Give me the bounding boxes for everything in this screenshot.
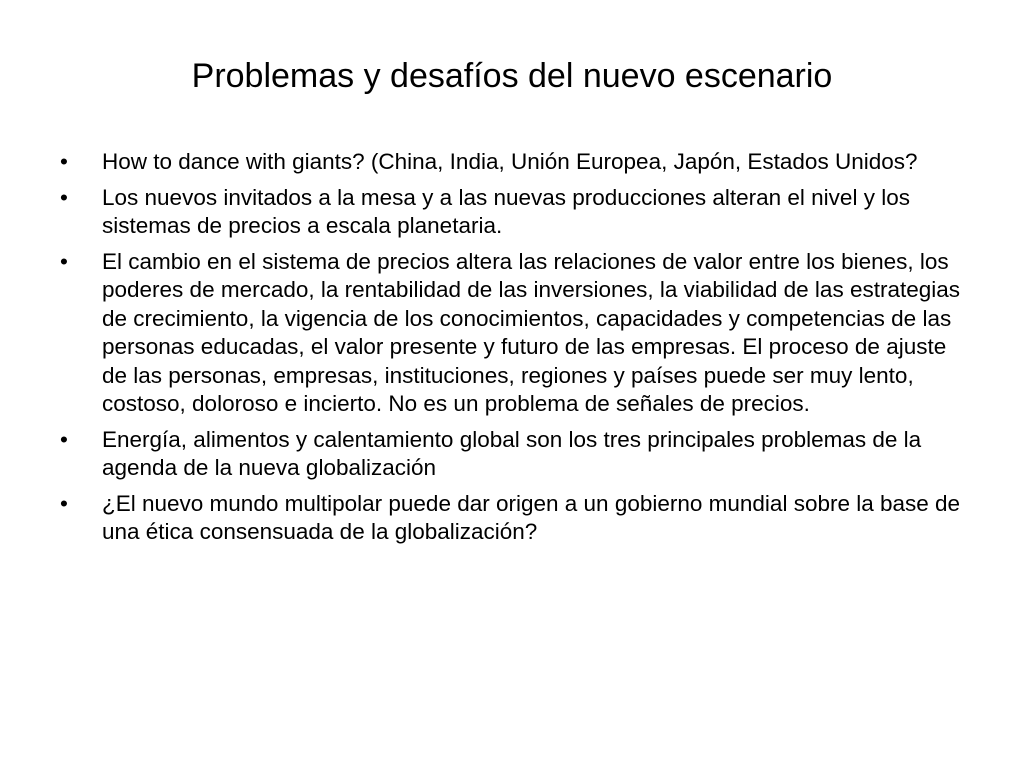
bullet-icon: • <box>60 248 68 274</box>
bullet-text: Los nuevos invitados a la mesa y a las nuevas producciones alteran el nivel y los sistemas de precios a escala planetaria. <box>102 184 910 238</box>
slide-title: Problemas y desafíos del nuevo escenario <box>191 57 833 95</box>
bullet-list <box>60 148 970 554</box>
bullet-text: How to dance with giants? (China, India, Unión Europea, Japón, Estados Unidos? <box>102 149 918 174</box>
bullet-item <box>60 426 970 483</box>
bullet-icon: • <box>60 490 68 516</box>
bullet-icon: • <box>60 149 68 174</box>
bullet-icon: • <box>60 426 68 452</box>
bullet-item <box>60 184 970 241</box>
bullet-text: El cambio en el sistema de precios altera las relaciones de valor entre los bienes, los poderes de mercado, la rentabilidad de las inversiones, la viabilidad de las estrategias de crecimiento, la vigencia de los conocimientos, capacidades y competencias de las personas educadas, el valor presente y futuro de las empresas. El proceso de ajuste de las personas, empresas, instituciones, regiones y países puede ser muy lento, costoso, doloroso e incierto. No es un problema de señales de precios. <box>102 248 961 416</box>
bullet-item <box>60 248 970 419</box>
bullet-text: Energía, alimentos y calentamiento global son los tres principales problemas de la agenda de la nueva globalización <box>102 426 922 480</box>
bullet-item <box>60 490 970 547</box>
bullet-icon: • <box>60 184 68 210</box>
bullet-text: ¿El nuevo mundo multipolar puede dar origen a un gobierno mundial sobre la base de una ética consensuada de la globalización? <box>102 490 961 544</box>
bullet-item <box>60 148 970 177</box>
